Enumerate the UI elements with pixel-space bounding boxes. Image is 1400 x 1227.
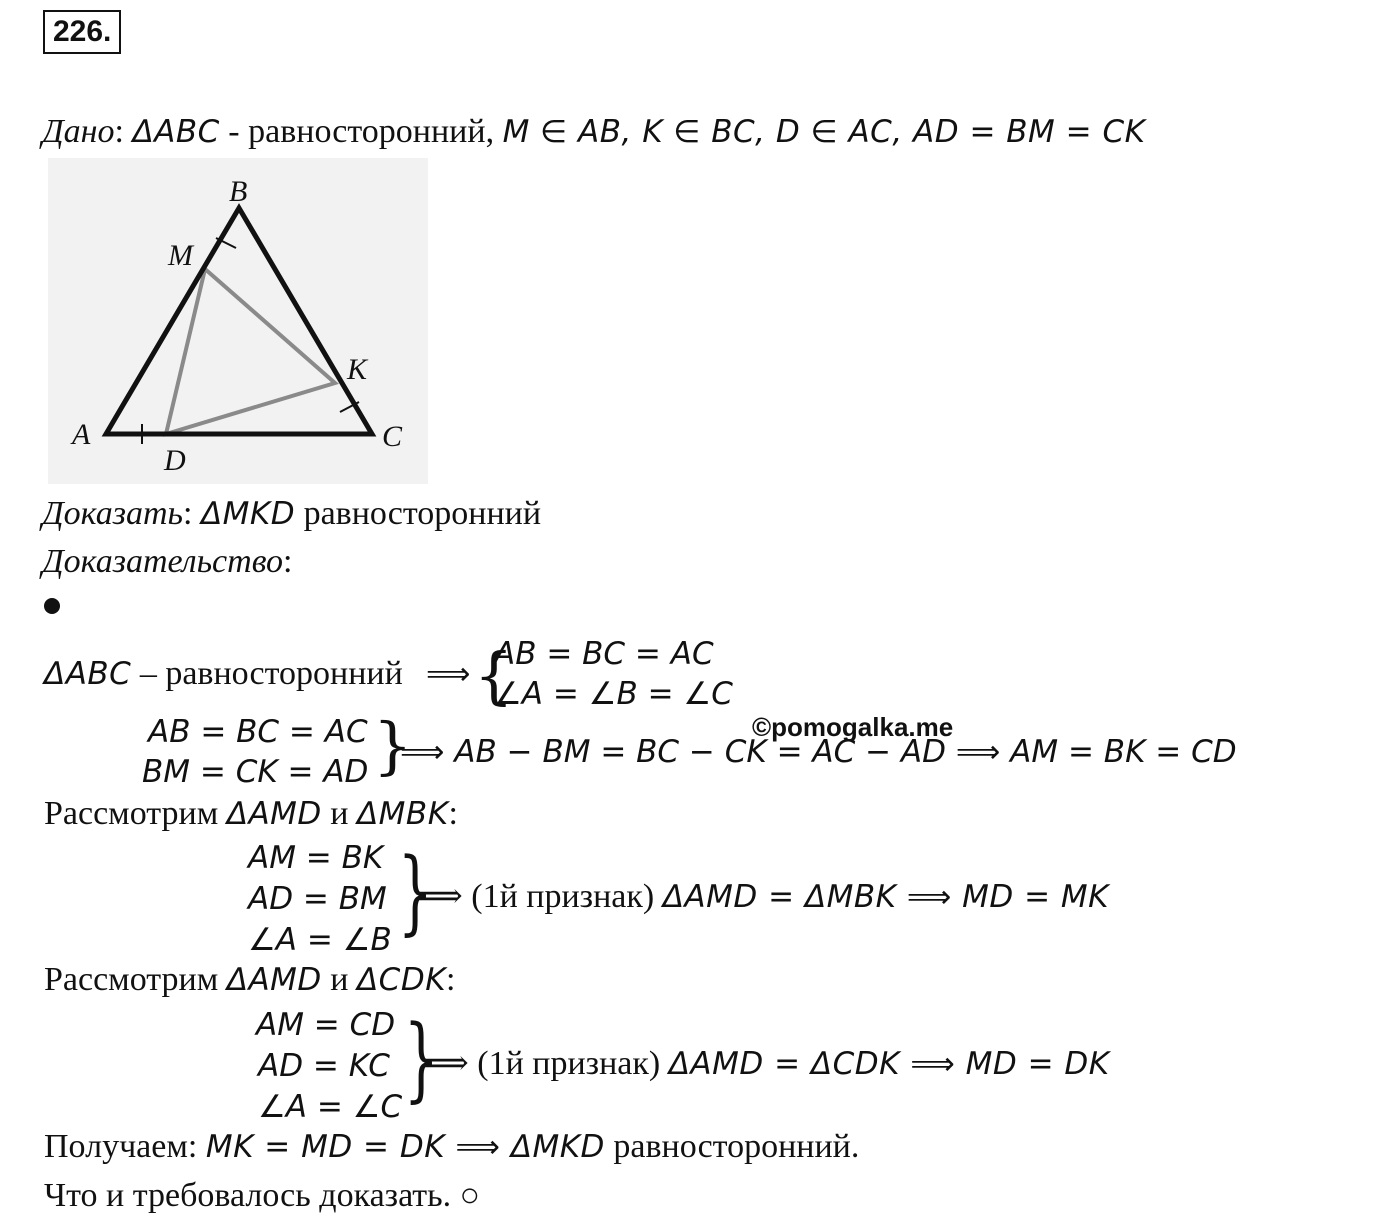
proof-label: Доказательство (42, 543, 284, 580)
step2-brace: } (373, 709, 413, 782)
prove-triangle: ΔMKD (200, 496, 296, 532)
label-b: B (229, 175, 248, 208)
given-triangle: ΔABC (132, 114, 220, 150)
step2-line1: AB = BC = AC (148, 714, 368, 750)
outer-triangle-abc (106, 208, 372, 434)
given-text: - равносторонний, (219, 113, 503, 150)
step4-line1: AM = CD (256, 1007, 396, 1043)
label-d: D (164, 444, 186, 477)
step4-line3: ∠A = ∠C (258, 1089, 403, 1125)
step3-result: ⟹ (1й признак) ΔAMD = ΔMBK ⟹ MD = MK (414, 878, 1110, 915)
qed-line: Что и требовалось доказать. ○ (44, 1177, 481, 1214)
given-line: Дано: ΔABC - равносторонний, M ∈ AB, K ∈ BC, D ∈ AC, AD = BM = CK (42, 113, 1146, 150)
label-c: C (382, 420, 403, 453)
step2-line2: BM = CK = AD (142, 754, 369, 790)
label-m: M (168, 239, 193, 272)
step4-tri2: ΔCDK (356, 962, 447, 998)
conclusion-line: Получаем: MK = MD = DK ⟹ ΔMKD равносторонний. (44, 1128, 860, 1165)
step3-line2: AD = BM (248, 881, 387, 917)
triangle-diagram (48, 158, 428, 484)
step3-tri2: ΔMBK (356, 796, 449, 832)
step3-heading: Рассмотрим ΔAMD и ΔMBK: (44, 795, 458, 832)
given-conditions: M ∈ AB, K ∈ BC, D ∈ AC, AD = BM = CK (502, 114, 1146, 150)
label-k: K (347, 353, 368, 386)
step1-triangle: ΔABC (44, 656, 132, 692)
step4-result: ⟹ (1й признак) ΔAMD = ΔCDK ⟹ MD = DK (420, 1045, 1110, 1082)
step1-left (44, 654, 403, 694)
step4-tri1: ΔAMD (226, 962, 322, 998)
prove-label: Доказать (42, 495, 183, 532)
step3-line3: ∠A = ∠B (248, 922, 392, 958)
step3-brace: } (397, 838, 433, 945)
step1-implies: ⟹ (426, 656, 471, 692)
step1-line1: AB = BC = AC (494, 636, 714, 672)
step3-tri1: ΔAMD (226, 796, 322, 832)
step1-brace: { (474, 639, 514, 712)
step2-result: ⟹ AB − BM = BC − CK = AC − AD ⟹ AM = BK = CD (400, 734, 1237, 770)
prove-text: равносторонний (295, 495, 542, 532)
triangle-figure (48, 158, 428, 484)
problem-number: 226. (43, 10, 121, 54)
given-label: Дано (42, 113, 115, 150)
step4-heading: Рассмотрим ΔAMD и ΔCDK: (44, 961, 456, 998)
step1-text: – равносторонний (131, 655, 403, 692)
step4-brace: } (403, 1005, 439, 1112)
label-a: A (72, 418, 91, 451)
prove-line: Доказать: ΔMKD равносторонний (42, 495, 542, 532)
proof-heading: Доказательство: (42, 543, 293, 580)
step4-line2: AD = KC (258, 1048, 390, 1084)
conclusion-math: MK = MD = DK ⟹ ΔMKD (205, 1129, 605, 1165)
step1-line2: ∠A = ∠B = ∠C (494, 676, 733, 712)
bullet-dot (44, 598, 60, 614)
watermark: ©pomogalka.me (752, 712, 954, 742)
step3-line1: AM = BK (248, 840, 384, 876)
